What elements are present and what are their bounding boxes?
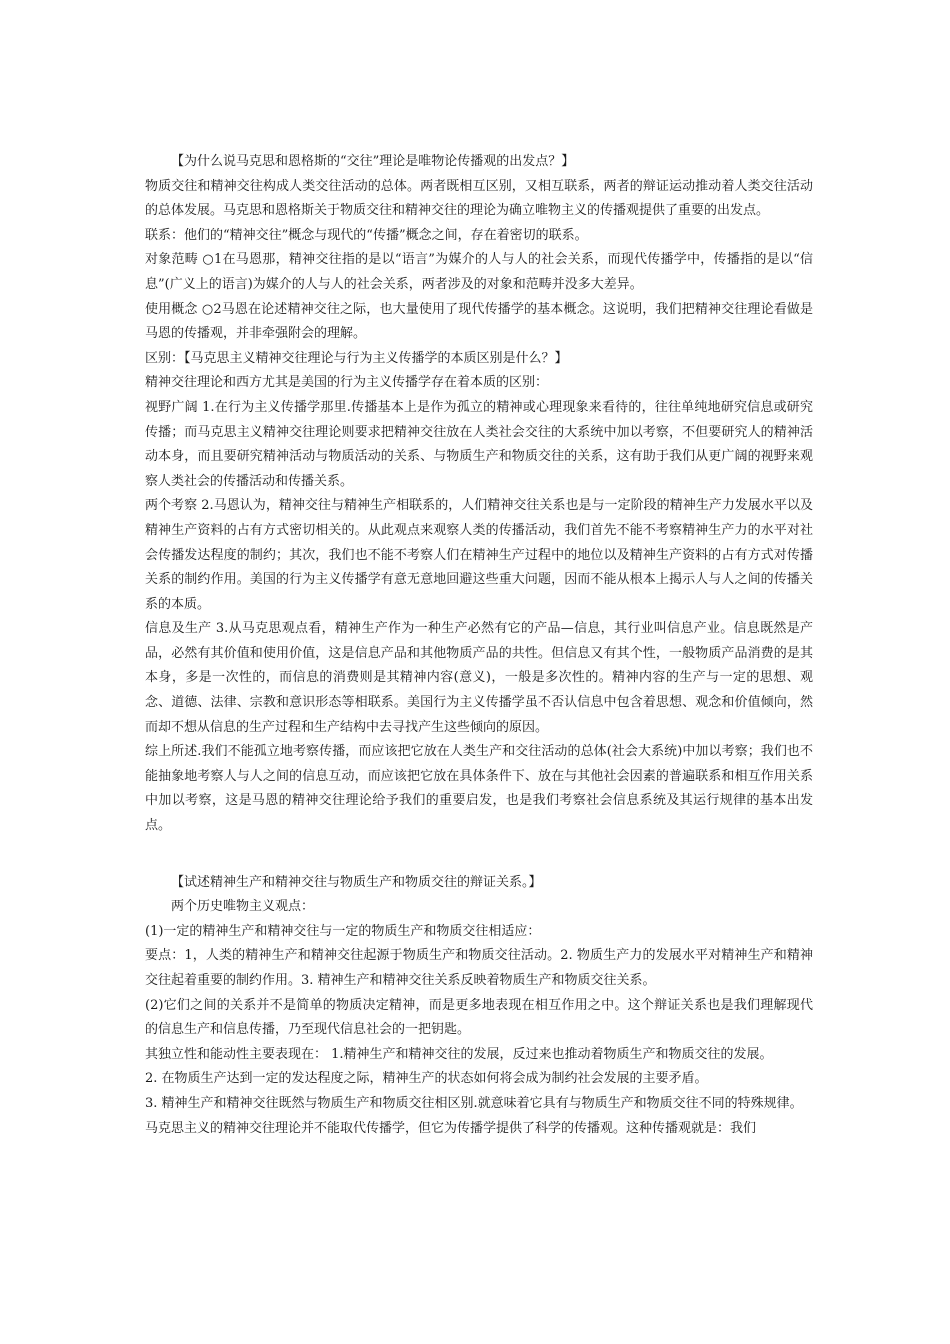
paragraph-use-concepts: 使用概念 ○2马恩在论述精神交往之际，也大量使用了现代传播学的基本概念。这说明，我们把精神交往理论看做是马恩的传播观，并非牵强附会的理解。 [145,301,813,342]
section-heading-materialist-communication: 【为什么说马克思和恩格斯的“交往”理论是唯物论传播观的出发点？】 [171,154,575,169]
paragraph-difference-heading: 区别：【马克思主义精神交往理论与行为主义传播学的本质区别是什么？】 [145,350,568,366]
paragraph-two-viewpoints: 两个历史唯物主义观点： [171,899,315,915]
paragraph-broad-vision: 视野广阔 1.在行为主义传播学那里.传播基本上是作为孤立的精神或心理现象来看待的，往往单纯地研究信息或研究传播；而马克思主义精神交往理论则要求把精神交往放在人类社会交往的大系统中加以考察，不但要研究人的精神活动本身，而且要研究精神活动与物质活动的关系、与物质生产和物质交往的关系，这有助于我们从更广阔的视野来观察人类社会的传播活动和传播关系。 [145,399,813,489]
paragraph-object-scope: 对象范畴 ○1在马恩那，精神交往指的是以“语言”为媒介的人与人的社会关系，而现代传播学中，传播指的是以“信息”(广义上的语言)为媒介的人与人的社会关系，两者涉及的对象和范畴并没多大差异。 [145,252,813,292]
paragraph-conclusion: 马克思主义的精神交往理论并不能取代传播学，但它为传播学提供了科学的传播观。这种传播观就是：我们 [145,1120,757,1136]
section-spacer [145,839,813,871]
paragraph-point-2: 2. 在物质生产达到一定的发达程度之际，精神生产的状态如何将会成为制约社会发展的主要矛盾。 [145,1071,708,1087]
paragraph-connection: 联系：他们的“精神交往”概念与现代的“传播”概念之间，存在着密切的联系。 [145,227,588,243]
paragraph-viewpoint-2: (2)它们之间的关系并不是简单的物质决定精神，而是更多地表现在相互作用之中。这个辩证关系也是我们理解现代的信息生产和信息传播，乃至现代信息社会的一把钥匙。 [145,997,813,1038]
paragraph-point-3: 3. 精神生产和精神交往既然与物质生产和物质交往相区别.就意味着它具有与物质生产和物质交往不同的特殊规律。 [145,1095,803,1111]
paragraph-key-points: 要点：1，人类的精神生产和精神交往起源于物质生产和物质交往活动。2. 物质生产力的发展水平对精神生产和精神交往起着重要的制约作用。3. 精神生产和精神交往关系反映着物质生产和物质交往关系。 [145,948,813,988]
section-heading-dialectical-relation: 【试述精神生产和精神交往与物质生产和物质交往的辩证关系。】 [171,874,542,890]
paragraph-information-production: 信息及生产 3.从马克思观点看，精神生产作为一种生产必然有它的产品—信息，其行业叫信息产业。信息既然是产品，必然有其价值和使用价值，这是信息产品和其他物质产品的共性。但信息又有其个性，一般物质产品消费的是其本身，多是一次性的，而信息的消费则是其精神内容(意义)，一般是多次性的。精神内容的生产与一定的思想、观念、道德、法律、宗教和意识形态等相联系。美国行为主义传播学虽不否认信息中包含着思想、观念和价值倾向，然而却不想从信息的生产过程和生产结构中去寻找产生这些倾向的原因。 [145,621,813,735]
paragraph-independence: 其独立性和能动性主要表现在： 1.精神生产和精神交往的发展，反过来也推动着物质生产和物质交往的发展。 [145,1046,773,1062]
paragraph-viewpoint-1: (1)一定的精神生产和精神交往与一定的物质生产和物质交往相适应： [145,923,541,939]
paragraph-essential-difference: 精神交往理论和西方尤其是美国的行为主义传播学存在着本质的区别： [145,375,549,391]
paragraph-two-examinations: 两个考察 2.马恩认为，精神交往与精神生产相联系的，人们精神交往关系也是与一定阶段的精神生产力发展水平以及精神生产资料的占有方式密切相关的。从此观点来观察人类的传播活动，我们首先不能不考察精神生产力的水平对社会传播发达程度的制约；其次，我们也不能不考察人们在精神生产过程中的地位以及精神生产资料的占有方式对传播关系的制约作用。美国的行为主义传播学有意无意地回避这些重大问题，因而不能从根本上揭示人与人之间的传播关系的本质。 [145,498,813,612]
paragraph-summary: 综上所述.我们不能孤立地考察传播，而应该把它放在人类生产和交往活动的总体(社会大系统)中加以考察；我们也不能抽象地考察人与人之间的信息互动，而应该把它放在具体条件下、放在与其他社会因素的普遍联系和相互作用关系中加以考察，这是马恩的精神交往理论给予我们的重要启发，也是我们考察社会信息系统及其运行规律的基本出发点。 [145,744,813,834]
document-body [145,150,813,1141]
paragraph-total-interaction: 物质交往和精神交往构成人类交往活动的总体。两者既相互区别，又相互联系，两者的辩证运动推动着人类交往活动的总体发展。马克思和恩格斯关于物质交往和精神交往的理论为确立唯物主义的传播观提供了重要的出发点。 [145,178,813,219]
